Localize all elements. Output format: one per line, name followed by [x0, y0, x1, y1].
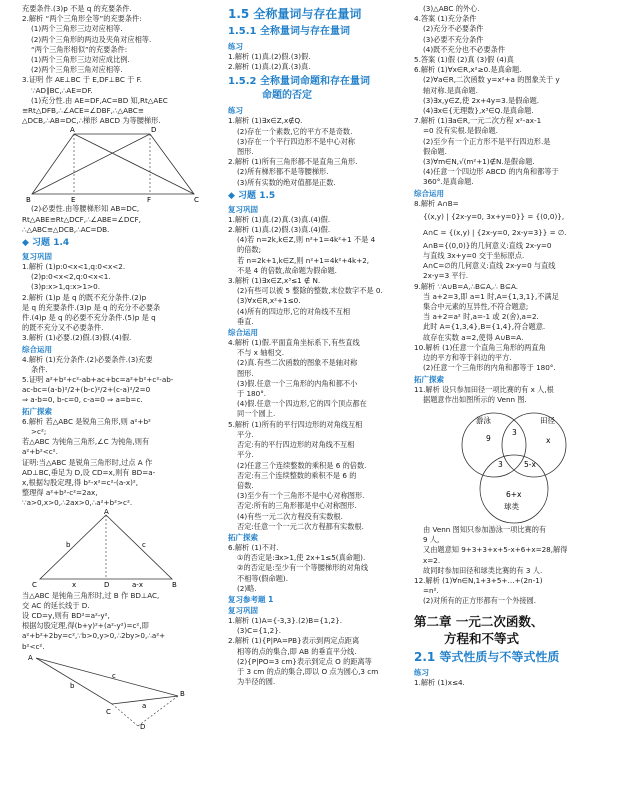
subsection-1-5-2-title-line2: 命题的否定 — [262, 90, 312, 102]
fig2-label: b — [66, 540, 71, 549]
column-left — [22, 4, 218, 791]
subsection-1-5-1-title: 1.5.1 全称量词与存在量词 — [228, 26, 350, 37]
venn-diagram — [414, 405, 614, 525]
column-right: (3)△ABC 的外心. 4.答案 (1)充分条件 (2)充分不必要条件 (3)必要不充分条件 (4)既不充分也不必要条件 5.答案 (1)假 (2)真 (3)假 (4)真 6.解析 (1)∀x∈R,x²≥0.是真命题. (2)∀a∈R,二次函数 y=x²+a 的图象关于 y 轴对称.是真命题. (3)∃x,y∈Z,使 2x+4y=3.是假命题. (4)∃x∈{无理数},x³∈Q.是真命题. 7.解析 (1)∃a∈R,一元二次方程 x²-ax-1 =0 没有实根.是假命题. (2)至少有一个正方形不是平行四边形.是 假命题. (3)∀m∈N,√(m²+1)∉N.是假命题. (4)任意一个四边形 ABCD 的内角和都等于 360°.是真命题. 综合运用 8.解析 A∩B= {(x,y) | {2x-y=0, 3x+y=0}} = {(0,0)}, A∩C = {(x,y) | {2x-y=0, 2x-y=3}} = ∅. A∩B={(0,0)}的几何意义:直线 2x-y=0 与直线 3x+y=0 交于坐标原点. A∩C=∅的几何意义:直线 2x-y=0 与直线 2x-y=3 平行. 9.解析 ∵A∪B=A,∴B⊆A,∴ B⊆A. 当 a+2=3,即 a=1 时,A={1,3,1},不满足 集合中元素的互异性,不符合题意; 当 a+2=a² 时,a=-1 或 2(舍),a=2. 此时 A={1,3,4},B={1,4},符合题意. 故存在实数 a=2,使得 A∪B=A. 10.解析 (1)任意一个直角三角形的两直角 边的平方和等于斜边的平方. (2)任意一个三角形的内角和都等于 180°. 拓广探索 11.解析 设只参加田径一项比赛的有 x 人,根 据题意作出如图所示的 Venn 图. 游泳 田径 9 3 x 3 5-x 6+x 球类 由 Venn 图知只参加游泳一项比赛的有 9 人, 又由题意知 9+3+3+x+5-x+6+x=28,解得 x=2. 故同时参加田径和球类比赛的有 3 人. 12.解析 (1)∀n∈N,1+3+5+…+(2n-1) =n². (2)对所有的正方形都有一个外接圆. 第二章 一元二次函数、 方程和不等式 2.1 等式性质与不等式性质 练习 1.解析 (1)x≤4. — [414, 4, 622, 791]
col2-apply-lines: 4.解析 (1)假.平面直角坐标系下,有些直线 不与 x 轴相交. (2)真.有些二次函数的图象不是轴对称 图形. (3)假.任意一个三角形的内角和都不小 于 180°. (4)假.任意一个四边形,它的四个顶点都在 同一个圆上. 5.解析 (1)所有的平行四边形的对角线互相 平分. 否定:有的平行四边形的对角线不互相 平分. (2)任意三个连续整数的乘积是 6 的倍数. 否定:有三个连续整数的乘积不是 6 的 倍数. (3)至少有一个三角形不是中心对称图形. 否定:所有的三角形都是中心对称图形. (4)有些一元二次方程没有实数根. 否定:任意一个一元二次方程都有实数根. — [228, 338, 367, 531]
fig3-label: D — [140, 722, 146, 730]
venn-value: 5-x — [524, 459, 536, 469]
col3-after-venn: 由 Venn 图知只参加游泳一项比赛的有 9 人, 又由题意知 9+3+3+x+5-x+6+x=28,解得 x=2. 故同时参加田径和球类比赛的有 3 人. 12.解析 (1)∀n∈N,1+3+5+…+(2n-1) =n². (2)对所有的正方形都有一个外接圆. — [414, 524, 568, 606]
fig2-label: D — [104, 580, 110, 589]
fig2-label: C — [32, 580, 37, 589]
venn-value: x — [546, 435, 551, 445]
obtuse-triangle-figure — [22, 652, 212, 730]
fig2-label: c — [142, 540, 146, 549]
venn-value: 9 — [486, 433, 491, 443]
col3-apply-lines: A∩B={(0,0)}的几何意义:直线 2x-y=0 与直线 3x+y=0 交于坐标原点. A∩C=∅的几何意义:直线 2x-y=0 与直线 2x-y=3 平行. 9.解析 ∵A∪B=A,∴B⊆A,∴ B⊆A. 当 a+2=3,即 a=1 时,A={1,3,1},不满足 集合中元素的互异性,不符合题意; 当 a+2=a² 时,a=-1 或 2(舍),a=2. 此时 A={1,3,4},B={1,4},符合题意. 故存在实数 a=2,使得 A∪B=A. 10.解析 (1)任意一个直角三角形的两直角 边的平方和等于斜边的平方. (2)任意一个三角形的内角和都等于 180°. — [414, 240, 559, 373]
practice-label: 练习 — [228, 42, 243, 51]
col1-top-lines: 充要条件.(3)p 不是 q 的充要条件. 2.解析 “两个三角形全等”的充要条件: (1)两个三角形三边对应相等. (2)两个三角形的两边及夹角对应相等. “两个三角形相似”的充要条件: (1)两个三角形三边对应成比例. (2)两个三角形三角对应相等. 3.证明 作 AE⊥BC 于 E,DF⊥BC 于 F. ∵AD∥BC,∴AE=DF. (1)充分性.由 AE=DF,AC=BD 知,Rt△AEC ≌Rt△DFB,∴∠ACE=∠DBF,∴△ABC≌ △DCB,∴AB=DC,∴梯形 ABCD 为等腰梯形. — [22, 4, 168, 126]
set-expression-2: A∩C = {(x,y) | {2x-y=0, 2x-y=3}} = ∅. — [423, 227, 567, 237]
fig2-label: A — [104, 508, 109, 516]
apply-label: 综合运用 — [228, 328, 258, 338]
venn-label-swimming: 游泳 — [476, 415, 491, 425]
col1-mid-lines: (2)必要性.由等腰梯形知 AB=DC, Rt△ABE≌Rt△DCF,∴∠ABE=∠DCF, ∴△ABC≌△DCB,∴AC=DB. — [22, 204, 141, 234]
fig3-label: b — [70, 681, 75, 690]
col1-review-lines: 1.解析 (1)p:0<x<1,q:0<x<2. (2)p:0<x<2,q:0<x<1. (3)p:x>1,q:x>1>0. 2.解析 (1)p 是 q 的既不充分条件.(2)p 是 q 的充要条件.(3)p 是 q 的充分不必要条 件.(4)p 是 q 的必要不充分条件.(5)p 是 q 的既不充分又不必要条件. 3.解析 (1)必要.(2)假.(3)假.(4)假. — [22, 262, 161, 343]
col2-ref-lines: 1.解析 (1)A={-3,3}.(2)B={1,2}. (3)C={1,2}. 2.解析 (1){P|PA=PB}表示到两定点距离 相等的点的集合,即 AB 的垂直平分线. (2){P|PO=3 cm}表示到定点 O 的距离等 于 3 cm 的点的集合,即以 O 点为圆心,3 cm 为半径的圆. — [228, 615, 379, 687]
review-label: 复习巩固 — [228, 204, 258, 214]
explore-label: 拓广探索 — [414, 374, 444, 384]
fig2-label: B — [172, 580, 177, 589]
fig2-label: a-x — [132, 580, 143, 589]
chapter-2-title-line2: 方程和不等式 — [444, 630, 520, 646]
apply-label: 综合运用 — [22, 344, 52, 354]
review-reference-label: 复习参考题 1 — [228, 594, 274, 604]
apply-label: 综合运用 — [414, 188, 444, 198]
col1-apply-lines: 4.解析 (1)充分条件.(2)必要条件.(3)充要 条件. 5.证明 a²+b²+c²-ab+ac+bc=a²+b²+c²-ab- ac-bc=(a-b)²/2+(b-c)²/2+(c-a)²/2=0 ⇒ a-b=0, b-c=0, c-a=0 ⇒ a=b=c. — [22, 354, 174, 405]
fig1-label: D — [151, 126, 157, 135]
exercise-1-4-heading: ◆ 习题 1.4 — [22, 238, 70, 249]
section-1-5-title: 1.5 全称量词与存在量词 — [228, 7, 362, 21]
explore-label: 拓广探索 — [22, 406, 52, 416]
fig1-label: B — [26, 196, 31, 205]
col1-after-fig2: 当△ABC 是钝角三角形时,过 B 作 BD⊥AC, 交 AC 的延长线于 D. 设 CD=y,则有 BD²=a²-y², 根据勾股定理,得(b+y)²+(a²-y²)=c²,即 a²+b²+2by=c²,∵b>0,y>0,∴2by>0,∴a²+ b²<c². — [22, 590, 166, 651]
fig1-label: E — [71, 196, 76, 205]
venn-value: 3 — [498, 459, 503, 469]
fig3-label: C — [106, 707, 111, 716]
section-2-1-title: 2.1 等式性质与不等式性质 — [414, 649, 560, 664]
col2-review-lines: 1.解析 (1)真.(2)真.(3)真.(4)假. 2.解析 (1)真.(2)假.(3)真.(4)假. (4)若 n=2k,k∈Z,则 n²+1=4k²+1 不是 4 的倍数; 若 n=2k+1,k∈Z,则 n²+1=4k²+4k+2, 不是 4 的倍数,故命题为假命题. 3.解析 (1)∃x∈Z,x³≤1 ∉ N. (2)有些可以被 5 整除的整数,末位数字不是 0. (3)∀x∈R,x²+1≤0. (4)所有的四边形,它的对角线不互相 垂直. — [228, 214, 383, 326]
fig3-label: A — [28, 653, 33, 662]
review-label: 复习巩固 — [22, 252, 52, 262]
fig3-label: c — [112, 671, 116, 680]
venn-value: 6+x — [506, 489, 522, 499]
fig3-label: a — [142, 701, 147, 710]
column-middle: 1.5 全称量词与存在量词 1.5.1 全称量词与存在量词 练习 1.解析 (1)真.(2)假.(3)假. 2.解析 (1)真.(2)真.(3)真. 1.5.2 全称量词命题和存在量词 命题的否定 练习 1.解析 (1)∃x∈Z,x∉Q. (2)存在一个素数,它的平方不是奇数. (3)存在一个平行四边形不是中心对称 图形. 2.解析 (1)所有三角形都不是直角三角形. (2)所有梯形都不是等腰梯形. (3)所有实数的绝对值都是正数. ◆ 习题 1.5 复习巩固 1.解析 (1)真.(2)真.(3)真.(4)假. 2.解析 (1)真.(2)假.(3)真.(4)假. (4)若 n=2k,k∈Z,则 n²+1=4k²+1 不是 4 的倍数; 若 n=2k+1,k∈Z,则 n²+1=4k²+4k+2, 不是 4 的倍数,故命题为假命题. 3.解析 (1)∃x∈Z,x³≤1 ∉ N. (2)有些可以被 5 整除的整数,末位数字不是 0. (3)∀x∈R,x²+1≤0. (4)所有的四边形,它的对角线不互相 垂直. 综合运用 4.解析 (1)假.平面直角坐标系下,有些直线 不与 x 轴相交. (2)真.有些二次函数的图象不是轴对称 图形. (3)假.任意一个三角形的内角和都不小 于 180°. (4)假.任意一个四边形,它的四个顶点都在 同一个圆上. 5.解析 (1)所有的平行四边形的对角线互相 平分. 否定:有的平行四边形的对角线不互相 平分. (2)任意三个连续整数的乘积是 6 的倍数. 否定:有三个连续整数的乘积不是 6 的 倍数. (3)至少有一个三角形不是中心对称图形. 否定:所有的三角形都是中心对称图形. (4)有些一元二次方程没有实数根. 否定:任意一个一元二次方程都有实数根. 拓广探索 6.解析 (1)不对. ①的否定是:∃x>1,使 2x+1≤5(真命题). ②的否定是:至少有一个等腰梯形的对角线 不相等(假命题). (2)略. 复习参考题 1 复习巩固 1.解析 (1)A={-3,3}.(2)B={1,2}. (3)C={1,2}. 2.解析 (1){P|PA=PB}表示到两定点距离 相等的点的集合,即 AB 的垂直平分线. (2){P|PO=3 cm}表示到定点 O 的距离等 于 3 cm 的点的集合,即以 O 点为圆心,3 cm 为半径的圆. — [228, 4, 406, 791]
fig3-label: B — [180, 689, 185, 698]
subsection-1-5-2-title: 1.5.2 全称量词命题和存在量词 — [228, 76, 370, 88]
fig1-label: F — [147, 196, 152, 205]
explore-label: 拓广探索 — [228, 532, 258, 542]
set-expression-1: {(x,y) | {2x-y=0, 3x+y=0}} = {(0,0)}, — [423, 211, 565, 221]
practice-label: 练习 — [228, 106, 243, 116]
trapezoid-figure — [22, 126, 212, 204]
chapter-2-title: 第二章 一元二次函数、 — [414, 613, 544, 629]
fig2-label: x — [72, 580, 77, 589]
venn-value: 3 — [512, 427, 517, 437]
practice-label: 练习 — [414, 667, 429, 677]
col2-152-lines: 1.解析 (1)∃x∈Z,x∉Q. (2)存在一个素数,它的平方不是奇数. (3)存在一个平行四边形不是中心对称 图形. 2.解析 (1)所有三角形都不是直角三角形. (2)所有梯形都不是等腰梯形. (3)所有实数的绝对值都是正数. — [228, 116, 358, 187]
review-label: 复习巩固 — [228, 605, 258, 615]
venn-label-ball: 球类 — [504, 501, 519, 511]
fig1-label: A — [70, 126, 75, 135]
fig1-label: C — [194, 196, 199, 205]
venn-label-track: 田径 — [540, 415, 555, 425]
exercise-1-5-heading: ◆ 习题 1.5 — [228, 190, 276, 201]
acute-triangle-figure — [22, 509, 212, 591]
col1-explore-lines: 6.解析 若△ABC 是锐角三角形,则 a²+b² >c²; 若△ABC 为钝角三角形,∠C 为钝角,则有 a²+b²<c². 证明:当△ABC 是锐角三角形时,过点 A 作 AD⊥BC,垂足为 D,设 CD=x,则有 BD=a- x,根据勾股定理,得 b²-x²=c²-(a-x)², 整理得 a²+b²-c²=2ax, ∵a>0,x>0,∴2ax>0,∴a²+b²>c². — [22, 416, 156, 508]
col3-top-lines: (3)△ABC 的外心. 4.答案 (1)充分条件 (2)充分不必要条件 (3)必要不充分条件 (4)既不充分也不必要条件 5.答案 (1)假 (2)真 (3)假 (4)真 6.解析 (1)∀x∈R,x²≥0.是真命题. (2)∀a∈R,二次函数 y=x²+a 的图象关于 y 轴对称.是真命题. (3)∃x,y∈Z,使 2x+4y=3.是假命题. (4)∃x∈{无理数},x³∈Q.是真命题. 7.解析 (1)∃a∈R,一元二次方程 x²-ax-1 =0 没有实根.是假命题. (2)至少有一个正方形不是平行四边形.是 假命题. (3)∀m∈N,√(m²+1)∉N.是假命题. (4)任意一个四边形 ABCD 的内角和都等于 360°.是真命题. — [414, 4, 560, 187]
col2-explore-lines: 6.解析 (1)不对. ①的否定是:∃x>1,使 2x+1≤5(真命题). ②的否定是:至少有一个等腰梯形的对角线 不相等(假命题). (2)略. — [228, 542, 369, 593]
